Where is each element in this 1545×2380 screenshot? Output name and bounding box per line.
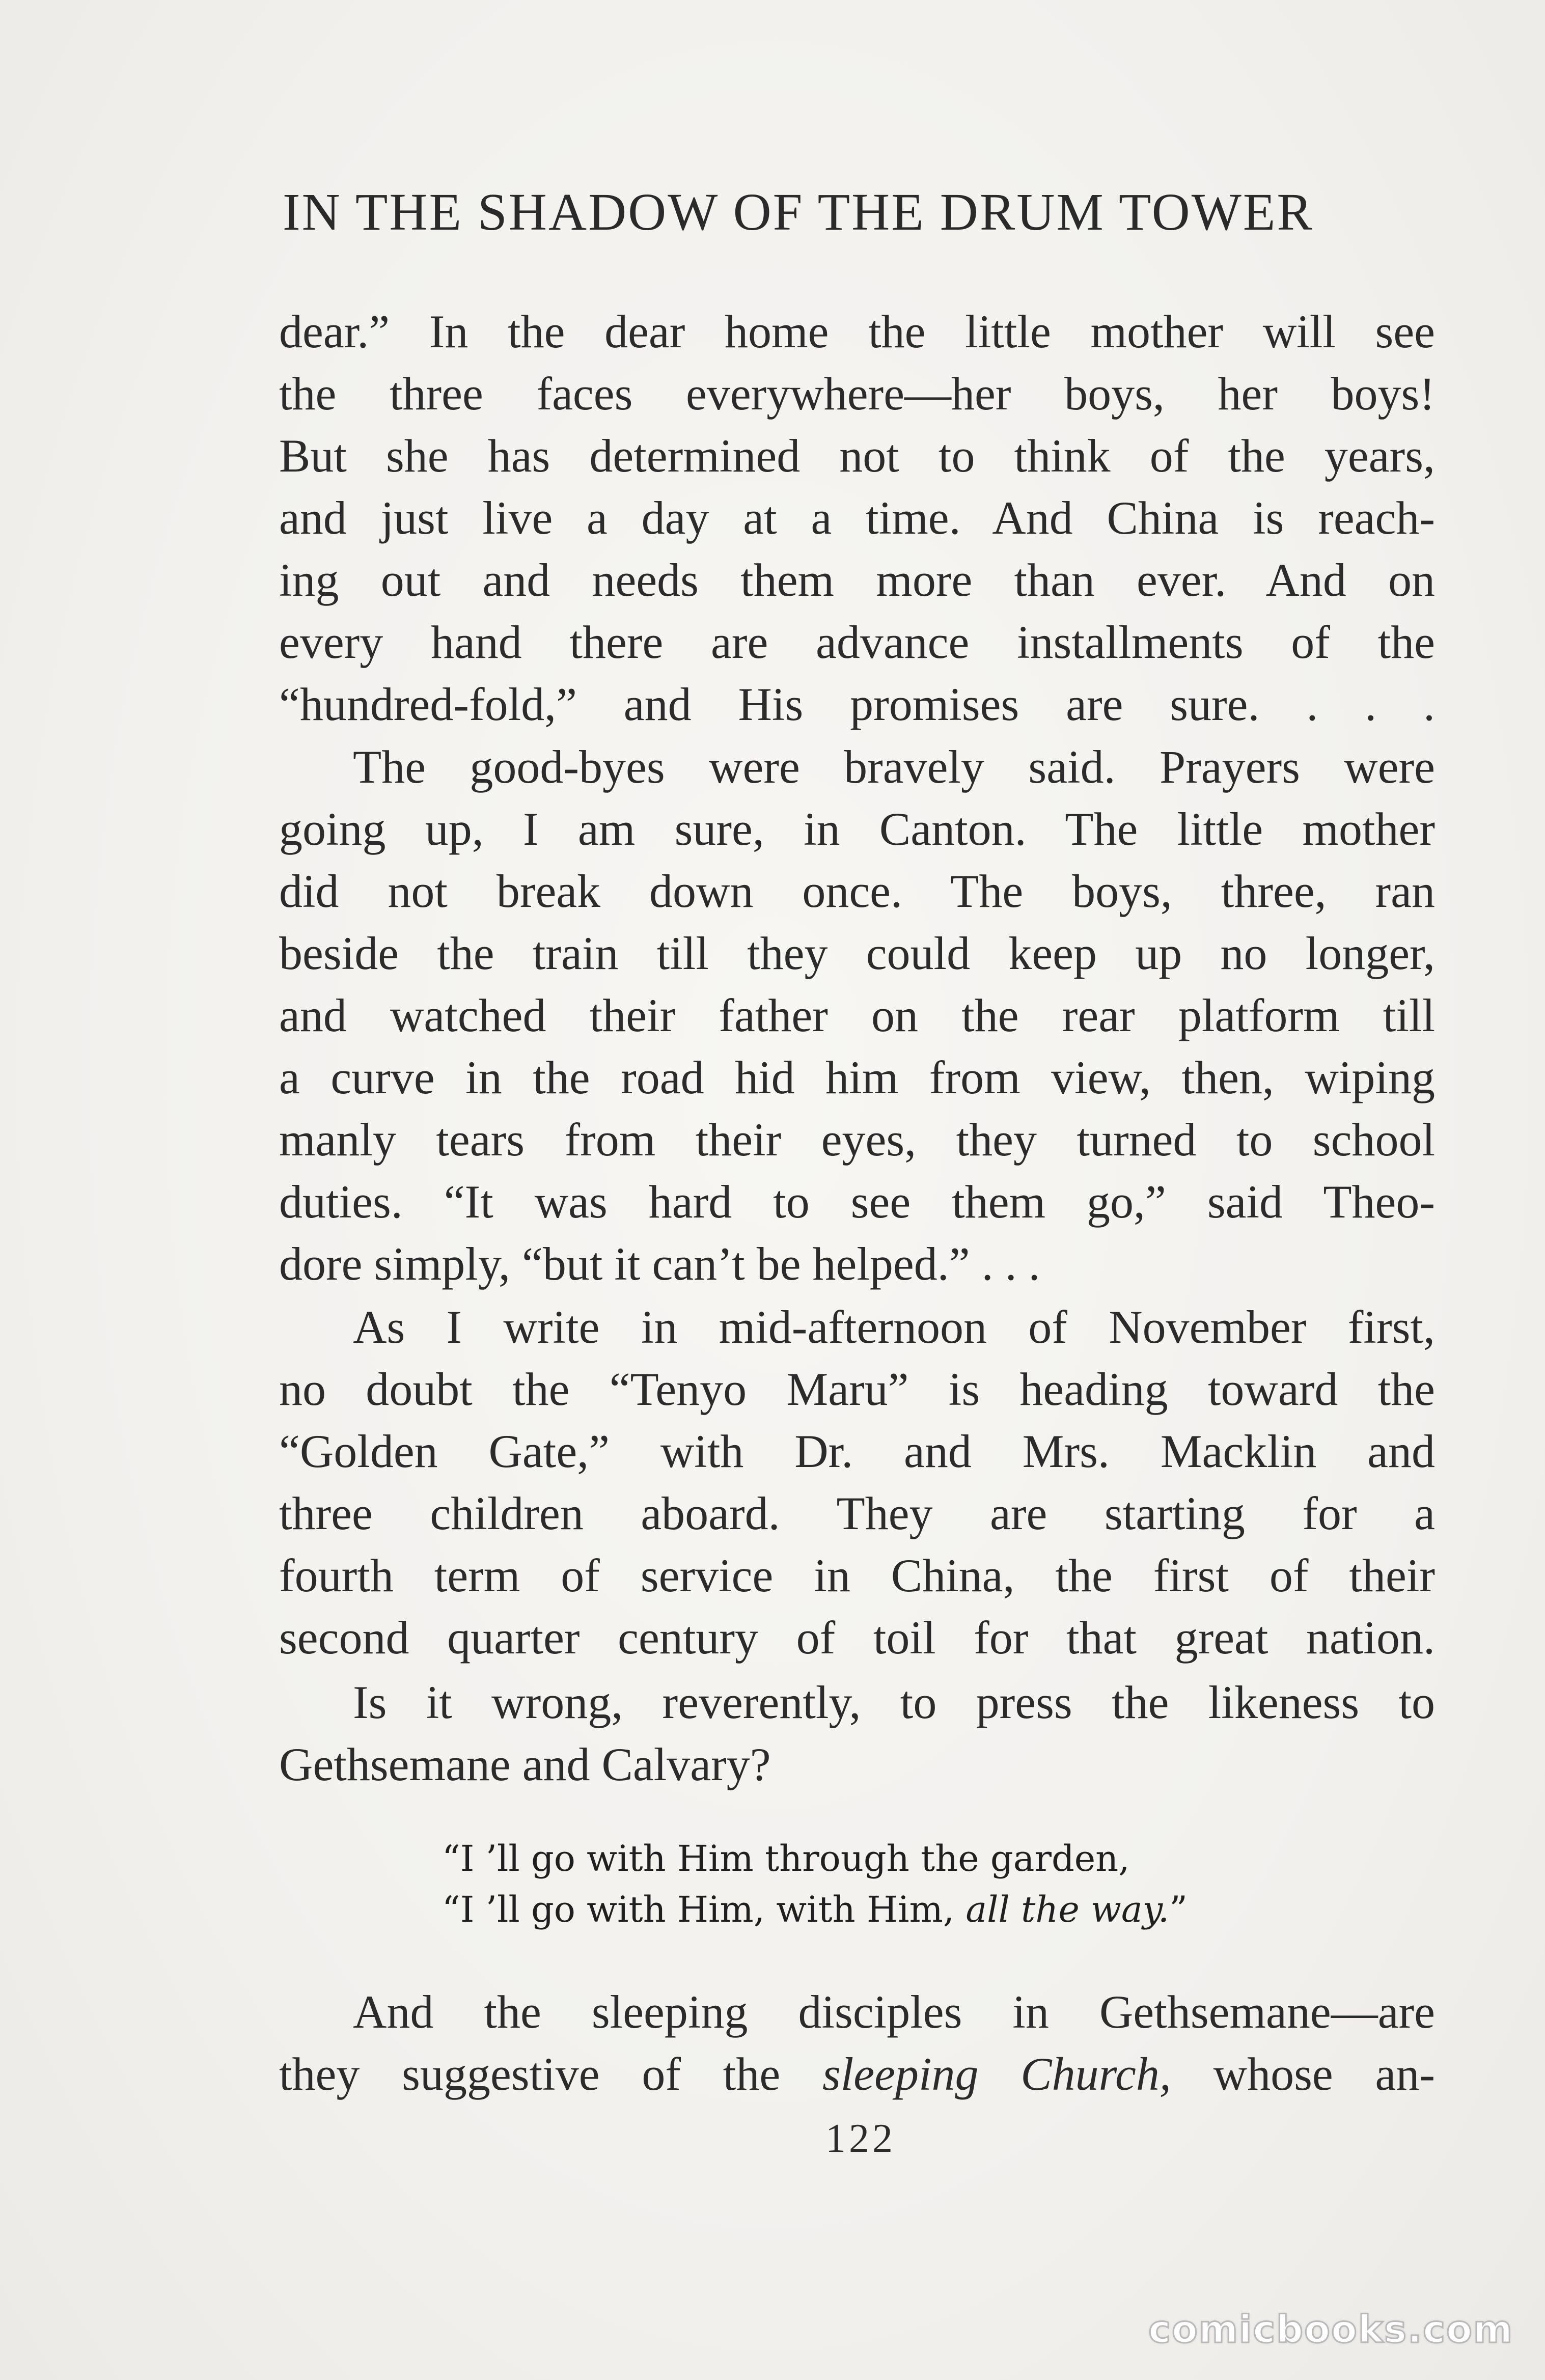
paragraph-4: [279, 1671, 1435, 1795]
text-line: “hundred-fold,” and His promises are sure. . . .: [279, 678, 1435, 730]
text-line: fourth term of service in China, the first of their: [279, 1549, 1435, 1601]
text-line: three children aboard. They are starting for a: [279, 1487, 1435, 1539]
verse-quotation: [442, 1833, 1410, 1935]
text-line: beside the train till they could keep up no longer,: [279, 927, 1435, 979]
text-line: ing out and needs them more than ever. And on: [279, 554, 1435, 606]
text-line: a curve in the road hid him from view, then, wiping: [279, 1051, 1435, 1103]
paragraph-5: [279, 1981, 1435, 2105]
italic-text: sleeping Church,: [822, 2048, 1171, 2100]
text-line: no doubt the “Tenyo Maru” is heading toward the: [279, 1363, 1435, 1415]
verse-line: [442, 1884, 1410, 1935]
text-line: But she has determined not to think of the years,: [279, 430, 1435, 482]
text-line: And the sleeping disciples in Gethsemane—are: [353, 1986, 1435, 2038]
paragraph-3: [279, 1296, 1435, 1669]
paragraph-1: [279, 300, 1435, 735]
text-line: and just live a day at a time. And China is reach-: [279, 492, 1435, 544]
page-number: 122: [825, 2116, 896, 2161]
text-line: [279, 2043, 1435, 2105]
text-line: As I write in mid-afternoon of November first,: [353, 1301, 1435, 1353]
text-line: going up, I am sure, in Canton. The little mother: [279, 803, 1435, 855]
text-segment: they suggestive of the: [279, 2048, 822, 2100]
paragraph-2: [279, 736, 1435, 1295]
text-line: the three faces everywhere—her boys, her boys!: [279, 368, 1435, 420]
running-head: IN THE SHADOW OF THE DRUM TOWER: [283, 183, 1314, 241]
text-line: every hand there are advance installments of the: [279, 616, 1435, 668]
verse-closing-quote: ”: [1169, 1889, 1188, 1930]
verse-italic-text: all the way.: [965, 1889, 1170, 1930]
watermark-logo: comicbooks.com: [1148, 2308, 1513, 2351]
text-line: duties. “It was hard to see them go,” said Theo-: [279, 1176, 1435, 1228]
text-line: did not break down once. The boys, three, ran: [279, 865, 1435, 917]
text-line: Gethsemane and Calvary?: [279, 1738, 771, 1790]
text-line: second quarter century of toil for that great nation.: [279, 1612, 1435, 1664]
text-line: Is it wrong, reverently, to press the likeness to: [353, 1676, 1435, 1728]
verse-line: “I ’ll go with Him through the garden,: [442, 1838, 1130, 1879]
text-line: dore simply, “but it can’t be helped.” . . .: [279, 1238, 1040, 1290]
text-line: manly tears from their eyes, they turned to school: [279, 1114, 1435, 1166]
text-segment: whose an-: [1171, 2048, 1435, 2100]
verse-text: “I ’ll go with Him, with Him,: [442, 1889, 966, 1930]
text-line: and watched their father on the rear platform till: [279, 989, 1435, 1041]
text-line: The good-byes were bravely said. Prayers were: [353, 741, 1435, 793]
text-line: dear.” In the dear home the little mother will see: [279, 306, 1435, 357]
text-line: “Golden Gate,” with Dr. and Mrs. Macklin and: [279, 1425, 1435, 1477]
